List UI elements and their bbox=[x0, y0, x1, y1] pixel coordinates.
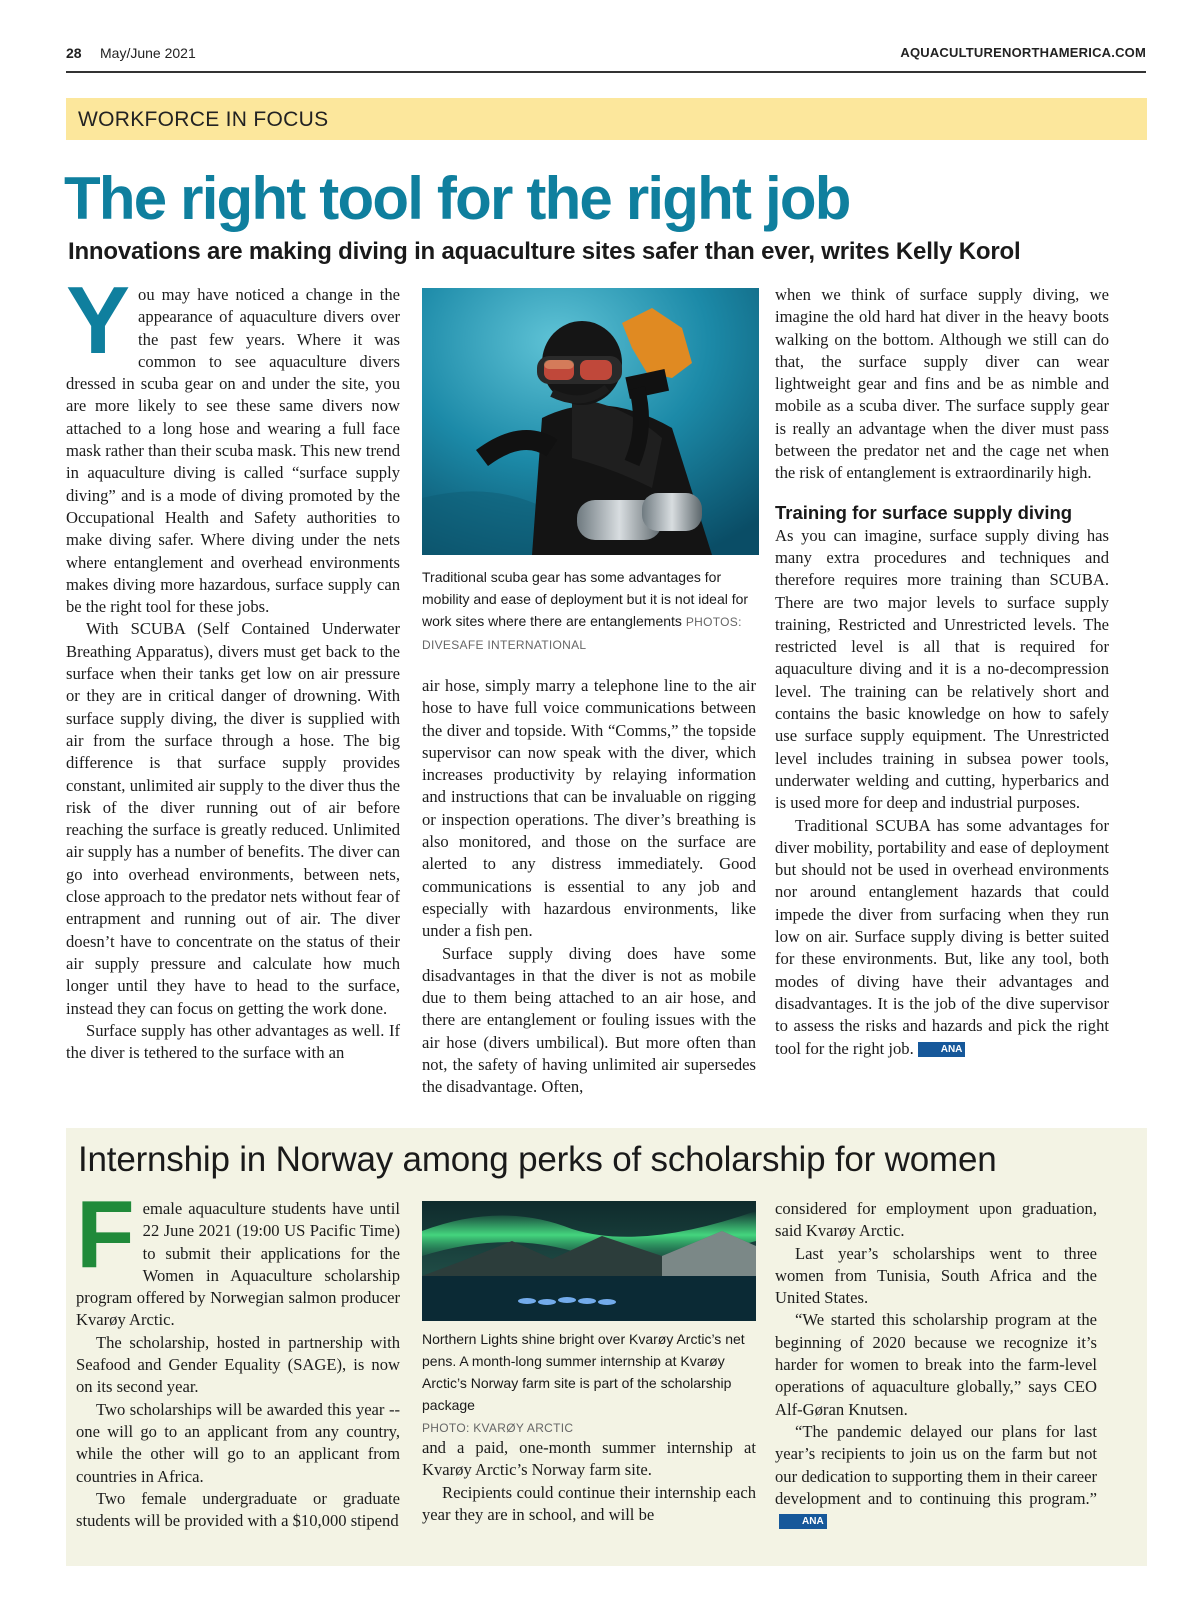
issue-date: May/June 2021 bbox=[100, 45, 196, 61]
drop-cap: F bbox=[76, 1181, 135, 1288]
aurora-illustration bbox=[422, 1201, 756, 1321]
paragraph: As you can imagine, surface supply diving has many extra procedures and techniques and therefore requires more training than SCUBA. There are two major levels to surface supply training, Restricted and Unrestricted levels. The restricted level is all that is required for aquaculture diving and it is a no-decompression level. The training can be relatively short and contains the basic knowledge on how to safely use surface supply equipment. The Unrestricted level includes training in subsea power tools, underwater welding and cutting, hyperbarics and is used more for deep and industrial purposes. bbox=[775, 525, 1109, 813]
paragraph: Traditional SCUBA has some advantages for diver mobility, portability and ease of deployment but should not be used in overhead environments nor around entanglement hazards that could impede the diver from surfacing when they run low on air. Surface supply diving is better suited for these environments. But, like any tool, both modes of diving have their advantages and disadvantages. It is the job of the dive supervisor to assess the risks and hazards and pick the right tool for the right job. ANA bbox=[775, 815, 1109, 1058]
paragraph: Surface supply has other advantages as well. If the diver is tethered to the surface with an bbox=[66, 1020, 400, 1063]
diver-photo bbox=[422, 288, 759, 555]
aurora-photo bbox=[422, 1201, 756, 1321]
article2-column-1 bbox=[76, 1181, 400, 1532]
article2-headline: Internship in Norway among perks of scholarship for women bbox=[78, 1140, 997, 1179]
page-header bbox=[66, 45, 1146, 73]
paragraph: considered for employment upon graduation, said Kvarøy Arctic. bbox=[775, 1199, 1097, 1241]
page-number: 28 bbox=[66, 45, 82, 61]
article1-column-2 bbox=[422, 675, 756, 1099]
article-subheadline: Innovations are making diving in aquaculture sites safer than ever, writes Kelly Korol bbox=[68, 238, 1021, 265]
paragraph: “We started this scholarship program at the beginning of 2020 because we recognize it’s harder for women to break into the farm-level operations of aquaculture globally,” says CEO Alf-Gøran Knutsen. bbox=[775, 1310, 1097, 1419]
paragraph: You may have noticed a change in the appearance of aquaculture divers over the past few years. Where it was common to see aquaculture divers dressed in scuba gear on and under the site, you are more likely to see these same divers now attached to a long hose and wearing a full face mask rather than their scuba mask. This new trend in aquaculture diving is called “surface supply diving” and is a mode of diving promoted by the Occupational Health and Safety authorities to make diving safer. Where diving under the nets where entanglement and overhead environments makes diving more hazardous, surface supply can be the right tool for these jobs. bbox=[66, 267, 400, 617]
photo-credit: PHOTOS: DIVESAFE INTERNATIONAL bbox=[422, 615, 742, 652]
article1-column-3 bbox=[775, 284, 1109, 1060]
paragraph: The scholarship, hosted in partnership with Seafood and Gender Equality (SAGE), is now on its second year. bbox=[76, 1332, 400, 1397]
paragraph: Surface supply diving does have some disadvantages in that the diver is not as mobile due to them being attached to an air hose, and there are entanglement or fouling issues with the air hose (divers umbilical). But more often than not, the safety of having unlimited air supersedes the disadvantage. Often, bbox=[422, 943, 756, 1097]
paragraph: when we think of surface supply diving, we imagine the old hard hat diver in the heavy boots walking on the bottom. Although we still can do that, the surface supply diver can wear lightweight gear and fins and be as nimble and mobile as a scuba diver. The surface supply gear is really an advantage when the diver must pass between the predator net and the cage net when the risk of entanglement is extraordinarily high. bbox=[775, 285, 1109, 483]
article2-column-3 bbox=[775, 1198, 1097, 1532]
section-banner bbox=[66, 98, 1147, 140]
end-mark-logo: ANA bbox=[779, 1514, 827, 1529]
paragraph: “The pandemic delayed our plans for last year’s recipients to join us on the farm but not our dedication to supporting them in their career development and to continuing this program.”ANA bbox=[775, 1421, 1097, 1528]
diver-photo-caption: Traditional scuba gear has some advantages for mobility and ease of deployment but it is not ideal for work sites where there are entanglements PHOTOS: DIVESAFE INTERNATIONAL bbox=[422, 569, 749, 652]
section-banner-label: WORKFORCE IN FOCUS bbox=[78, 108, 329, 131]
photo-credit: PHOTO: KVARØY ARCTIC bbox=[422, 1421, 574, 1435]
end-mark-logo: ANA bbox=[918, 1042, 966, 1057]
paragraph: air hose, simply marry a telephone line to the air hose to have full voice communications between the diver and topside. With “Comms,” the topside supervisor can now speak with the diver, which increases productivity by relaying information and instructions that can be invaluable on rigging or inspection operations. The diver’s breathing is also monitored, and those on the surface are alerted to any distress immediately. Good communications is essential to any job and especially with hazardous environments, like under a fish pen. bbox=[422, 676, 756, 941]
aurora-photo-caption: Northern Lights shine bright over Kvarøy Arctic’s net pens. A month-long summer internship at Kvarøy Arctic’s Norway farm site is part of the scholarship package PHOTO: KVARØY ARCTIC bbox=[422, 1331, 745, 1435]
paragraph: Recipients could continue their internship each year they are in school, and will be bbox=[422, 1482, 756, 1524]
paragraph: Two scholarships will be awarded this year -- one will go to an applicant from any country, while the other will go to an applicant from countries in Africa. bbox=[76, 1399, 400, 1486]
paragraph: With SCUBA (Self Contained Underwater Breathing Apparatus), divers must get back to the surface when their tanks get low on air pressure or they are in critical danger of drowning. With surface supply diving, the diver is supplied with air from the surface through a hose. The big difference is that surface supply provides constant, unlimited air supply to the diver thus the risk of the diver running out of air before reaching the surface is greatly reduced. Unlimited air supply has a number of benefits. The diver can go into overhead environments, between nets, close approach to the predator nets without fear of entrapment and running out of air. The diver doesn’t have to concentrate on the status of their air supply pressure and calculate how much longer until they have to head to the surface, instead they can focus on getting the work done. bbox=[66, 619, 400, 1018]
website-link[interactable]: AQUACULTURENORTHAMERICA.COM bbox=[900, 45, 1146, 60]
section-heading: Training for surface supply diving bbox=[775, 501, 1073, 523]
diver-illustration bbox=[422, 288, 759, 555]
drop-cap: Y bbox=[66, 267, 131, 374]
paragraph: Female aquaculture students have until 22 June 2021 (19:00 US Pacific Time) to submit their applications for the Women in Aquaculture scholarship program offered by Norwegian salmon producer Kvarøy Arctic. bbox=[76, 1181, 400, 1330]
article1-column-1 bbox=[66, 267, 400, 1064]
paragraph: and a paid, one-month summer internship at Kvarøy Arctic’s Norway farm site. bbox=[422, 1438, 756, 1480]
paragraph: Two female undergraduate or graduate students will be provided with a $10,000 stipend bbox=[76, 1488, 400, 1531]
paragraph: Last year’s scholarships went to three women from Tunisia, South Africa and the United States. bbox=[775, 1243, 1097, 1308]
article2-column-2 bbox=[422, 1437, 756, 1526]
article-headline: The right tool for the right job bbox=[64, 165, 850, 232]
